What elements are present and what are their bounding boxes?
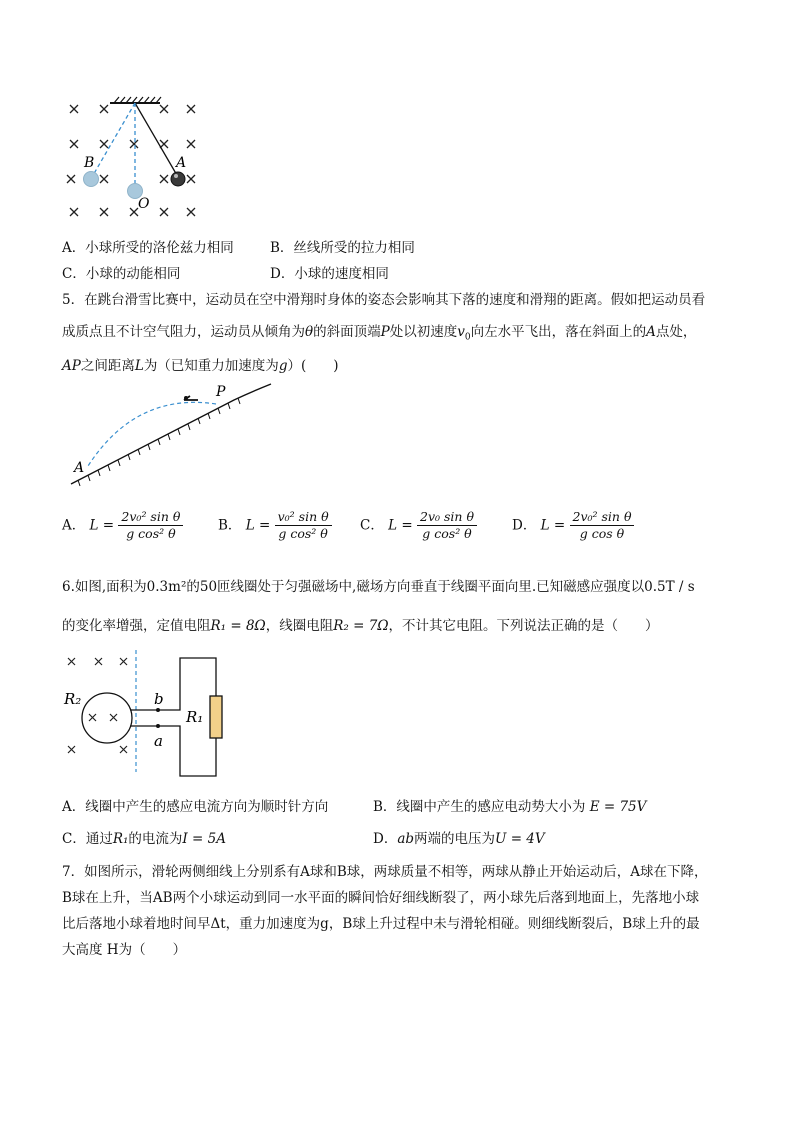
label-R2: R₂ xyxy=(64,690,82,708)
cross-in-coil-1 xyxy=(89,714,96,721)
label-A: A xyxy=(74,460,85,476)
q4-option-c: C．小球的动能相同 xyxy=(62,266,181,282)
pendulum-figure xyxy=(60,95,210,225)
ball-A xyxy=(171,172,185,186)
coil xyxy=(82,693,132,743)
q7-line-3: 比后落地小球着地时间早Δt，重力加速度为g，B球上升过程中未与滑轮相碰。则细线断裂后，B球上升的最 xyxy=(62,916,700,932)
q6-line-2: 的变化率增强，定值电阻R₁ = 8Ω，线圈电阻R₂ = 7Ω，不计其它电阻。下列说法正确的是（ ） xyxy=(62,618,659,634)
q4-option-b: B．丝线所受的拉力相同 xyxy=(270,240,415,256)
label-A: A xyxy=(176,155,187,171)
q5-option-a: A． L = $\frac{\text{2v₀² sin θ}}{\text{g cos² θ}}$ xyxy=(62,510,183,542)
ball-A-highlight xyxy=(174,174,178,178)
q7-line-2: B球在上升，当AB两个小球运动到同一水平面的瞬间恰好细线断裂了，两小球先后落到地面上，先落地小球 xyxy=(62,890,700,906)
q4-option-a: A．小球所受的洛伦兹力相同 xyxy=(62,240,234,256)
cross-row-1 xyxy=(70,105,195,113)
q6-option-a: A．线圈中产生的感应电流方向为顺时针方向 xyxy=(62,799,329,815)
q5-option-b: B． L = $\frac{\text{v₀² sin θ}}{\text{g cos² θ}}$ xyxy=(218,510,332,542)
q6-option-d: D．ab两端的电压为U = 4V xyxy=(373,831,545,847)
label-b: b xyxy=(154,690,164,708)
skier-head xyxy=(184,396,188,400)
label-B: B xyxy=(84,155,95,171)
label-P: P xyxy=(216,384,226,400)
q5-line-3: AP之间距离L为（已知重力加速度为g）( ) xyxy=(62,358,339,374)
label-R1: R₁ xyxy=(186,708,204,726)
cross-row-2 xyxy=(70,140,195,148)
coil-circuit-figure xyxy=(62,650,232,780)
q7-line-1: 7．如图所示，滑轮两侧细线上分别系有A球和B球，两球质量不相等，两球从静止开始运动后，A球在下降， xyxy=(62,864,708,880)
cross-row-4 xyxy=(70,208,195,216)
trajectory-dashed xyxy=(88,402,216,466)
resistor-R1 xyxy=(210,696,222,738)
q4-option-d: D．小球的速度相同 xyxy=(270,266,389,282)
ski-slope-figure xyxy=(66,382,276,492)
terminal-a xyxy=(156,724,160,728)
label-O: O xyxy=(138,196,150,212)
label-a: a xyxy=(154,732,163,750)
ball-B xyxy=(84,172,99,187)
slope-hatching xyxy=(78,398,240,486)
slope-line xyxy=(71,384,271,484)
string-to-A xyxy=(135,103,178,177)
q6-line-1: 6.如图,面积为0.3m²的50匝线圈处于匀强磁场中,磁场方向垂直于线圈平面向里.已知磁感应强度以0.5T / s xyxy=(62,579,695,595)
q5-option-c: C． L = $\frac{\text{2v₀ sin θ}}{\text{g cos² θ}}$ xyxy=(360,510,477,542)
q5-line-2: 成质点且不计空气阻力，运动员从倾角为θ的斜面顶端P处以初速度$v_0$向左水平飞出，落在斜面上的A点处， xyxy=(62,324,697,343)
q6-option-b: B．线圈中产生的感应电动势大小为 E = 75V xyxy=(373,799,647,815)
q5-option-d: D． L = $\frac{\text{2v₀² sin θ}}{\text{g cos θ}}$ xyxy=(512,510,634,542)
q6-option-c: C．通过R₁的电流为I = 5A xyxy=(62,831,226,847)
ceiling-support xyxy=(110,97,161,103)
string-to-B xyxy=(92,103,135,177)
q5-line-1: 5．在跳台滑雪比赛中，运动员在空中滑翔时身体的姿态会影响其下落的速度和滑翔的距离。假如把运动员看 xyxy=(62,292,706,308)
q7-line-4: 大高度 H为（ ） xyxy=(62,942,187,958)
terminal-b xyxy=(156,708,160,712)
